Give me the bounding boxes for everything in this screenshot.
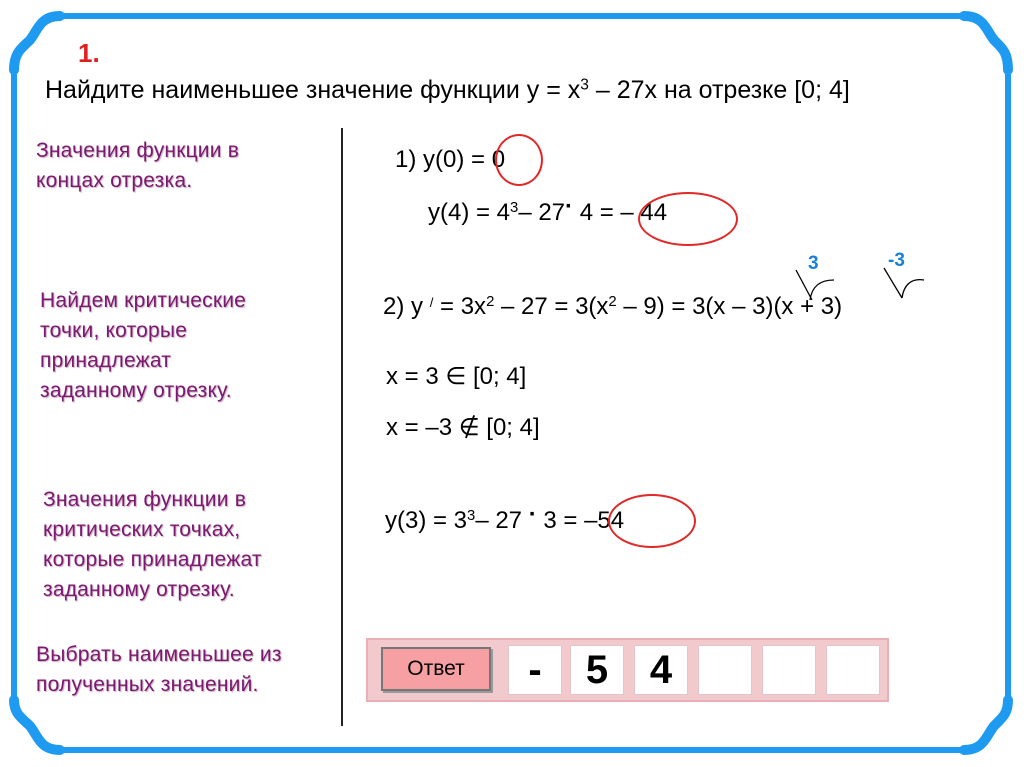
root-annotation-positive: 3	[808, 253, 819, 274]
root-in-segment	[386, 362, 526, 391]
answer-cell[interactable]	[762, 645, 816, 695]
root-out-interval: [0; 4]	[479, 414, 540, 441]
step-y0-value: 0	[491, 146, 506, 173]
answer-cell[interactable]: 5	[570, 645, 624, 695]
root-not-in-segment	[386, 413, 540, 442]
note-line: которые принадлежат	[43, 548, 262, 571]
step-y4-rest: – 27	[518, 199, 566, 226]
step-y3-mid: 3 =	[536, 507, 585, 534]
task-statement	[45, 76, 850, 105]
note-line: точки, которые	[40, 319, 188, 342]
task-number: 1.	[78, 38, 100, 68]
answer-label: Ответ	[381, 647, 491, 691]
step-y3-value: –54	[584, 507, 625, 534]
multiply-dot: ·	[528, 501, 537, 528]
note-choose-minimum	[36, 640, 282, 700]
derivative-part-b: – 27 = 3(x	[494, 293, 609, 320]
note-line: заданному отрезку.	[43, 578, 235, 601]
step-y4-mid: 4 =	[573, 199, 621, 226]
step-y4-exponent: 3	[510, 199, 519, 216]
note-line: принадлежат	[40, 349, 172, 372]
derivative-part-c: – 9) = 3(x – 3)(x + 3)	[616, 293, 843, 320]
note-critical-values	[43, 485, 262, 605]
note-line: Значения функции в	[36, 139, 240, 162]
note-line: концах отрезка.	[36, 169, 193, 192]
step-y3-exponent: 3	[467, 507, 476, 524]
divider-line	[341, 128, 343, 726]
task-exponent: 3	[580, 76, 589, 94]
derivative-prefix: 2) y	[383, 293, 430, 320]
root-in-text: x = 3	[386, 363, 446, 390]
highlight-circle-y4	[638, 192, 738, 246]
note-line: полученных значений.	[36, 673, 259, 696]
multiply-dot: ·	[565, 193, 574, 220]
derivative-part-a: = 3x	[433, 293, 487, 320]
answer-cell[interactable]	[826, 645, 880, 695]
note-critical-points	[40, 286, 246, 406]
step-y0	[395, 146, 505, 174]
element-of-symbol: ∈	[445, 363, 467, 390]
step-y4-base: y(4) = 4	[428, 199, 511, 226]
step-y0-text: 1) y(0) =	[395, 146, 492, 173]
step-y3-rest: – 27	[475, 507, 529, 534]
highlight-circle-y3	[608, 494, 696, 548]
note-line: критических точках,	[43, 518, 241, 541]
root-out-text: x = –3	[386, 414, 459, 441]
step-derivative	[383, 293, 842, 321]
task-text-prefix: Найдите наименьшее значение функции y = x	[45, 76, 581, 104]
highlight-circle-y0	[495, 134, 543, 186]
step-y3-base: y(3) = 3	[385, 507, 468, 534]
derivative-exp-1: 2	[486, 293, 495, 310]
note-line: заданному отрезку.	[40, 379, 232, 402]
derivative-exp-2: 2	[608, 293, 617, 310]
note-line: Выбрать наименьшее из	[36, 643, 282, 666]
prime-mark: /	[429, 294, 434, 310]
answer-cell[interactable]	[698, 645, 752, 695]
not-element-of-symbol: ∉	[458, 414, 480, 441]
note-endpoints	[36, 136, 239, 196]
step-y3	[385, 501, 625, 535]
root-in-interval: [0; 4]	[466, 363, 527, 390]
note-line: Значения функции в	[43, 488, 247, 511]
note-line: Найдем критические	[40, 289, 247, 312]
task-text-suffix: – 27x на отрезке [0; 4]	[588, 76, 850, 104]
step-y4-value: – 44	[620, 199, 668, 226]
answer-cell[interactable]: 4	[634, 645, 688, 695]
root-annotation-negative: -3	[888, 250, 905, 271]
step-y4	[428, 193, 668, 227]
answer-cell[interactable]: -	[508, 645, 562, 695]
